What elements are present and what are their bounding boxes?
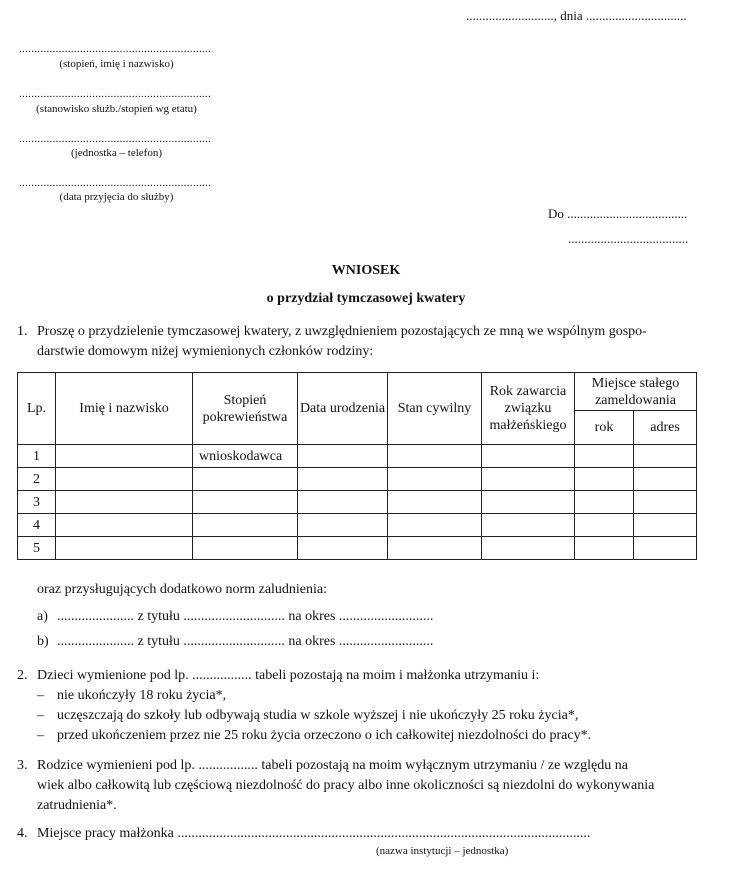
row-lp: 2 xyxy=(18,468,56,491)
norm-b-line[interactable]: ...................... z tytułu ............................. na okres ........................... xyxy=(57,634,434,649)
section1-line1: Proszę o przydzielenie tymczasowej kwatery, z uwzględnieniem pozostających ze mną we wspólnym gospo- xyxy=(37,324,647,339)
cell-birth[interactable] xyxy=(298,445,388,468)
table-row xyxy=(18,491,697,514)
section3-number: 3. xyxy=(17,758,28,773)
header-name: Imię i nazwisko xyxy=(56,373,193,445)
cell-year[interactable] xyxy=(575,514,634,537)
cell-civil[interactable] xyxy=(388,537,482,560)
spouse-workplace-line[interactable]: Miejsce pracy małżonka ...................................................................................................................... xyxy=(37,826,591,841)
applicant-name-dots[interactable]: ............................................................... xyxy=(19,43,212,55)
applicant-unit-label: (jednostka – telefon) xyxy=(70,147,163,159)
header-year: rok xyxy=(575,411,634,445)
header-marriage-year: Rok zawarcia związku małżeńskiego xyxy=(482,373,575,445)
section2-bullet-1: nie ukończyły 18 roku życia*, xyxy=(57,688,227,703)
cell-year[interactable] xyxy=(575,445,634,468)
applicant-position-dots[interactable]: ............................................................... xyxy=(19,88,212,100)
cell-address[interactable] xyxy=(634,537,697,560)
norm-a-letter: a) xyxy=(37,609,48,624)
header-civil-status: Stan cywilny xyxy=(388,373,482,445)
table-row xyxy=(18,514,697,537)
header-relation: Stopień pokrewieństwa xyxy=(193,373,298,445)
table-row xyxy=(18,445,697,468)
addressee-line-2[interactable]: ..................................... xyxy=(568,231,689,246)
bullet-dash: – xyxy=(37,728,44,743)
cell-year[interactable] xyxy=(575,537,634,560)
applicant-unit-dots[interactable]: ............................................................... xyxy=(19,133,212,145)
cell-address[interactable] xyxy=(634,514,697,537)
cell-name[interactable] xyxy=(56,514,193,537)
cell-birth[interactable] xyxy=(298,468,388,491)
bullet-dash: – xyxy=(37,688,44,703)
cell-relation[interactable] xyxy=(193,514,298,537)
cell-marriage[interactable] xyxy=(482,445,575,468)
cell-name[interactable] xyxy=(56,537,193,560)
cell-birth[interactable] xyxy=(298,514,388,537)
table-row xyxy=(18,468,697,491)
cell-name[interactable] xyxy=(56,445,193,468)
cell-birth[interactable] xyxy=(298,491,388,514)
section1-number: 1. xyxy=(17,324,28,339)
cell-marriage[interactable] xyxy=(482,468,575,491)
cell-address[interactable] xyxy=(634,445,697,468)
section2-text: Dzieci wymienione pod lp. ................. tabeli pozostają na moim i małżonka utrzymaniu i: xyxy=(37,668,540,683)
applicant-position-label: (stanowisko służb./stopień wg etatu) xyxy=(36,103,197,115)
cell-address[interactable] xyxy=(634,468,697,491)
section4-number: 4. xyxy=(17,826,28,841)
header-residence: Miejsce stałego zameldowania xyxy=(575,373,697,411)
cell-name[interactable] xyxy=(56,468,193,491)
cell-relation[interactable]: wnioskodawca xyxy=(193,445,298,468)
cell-relation[interactable] xyxy=(193,537,298,560)
row-lp: 5 xyxy=(18,537,56,560)
cell-relation[interactable] xyxy=(193,491,298,514)
applicant-service-date-label: (data przyjęcia do służby) xyxy=(59,191,174,203)
section2-bullet-3: przed ukończeniem przez nie 25 roku życia orzeczono o ich całkowitej niezdolności do pracy*. xyxy=(57,728,592,743)
header-birth-date: Data urodzenia xyxy=(298,373,388,445)
spouse-workplace-caption: (nazwa instytucji – jednostka) xyxy=(376,845,509,857)
date-line[interactable]: ..........................., dnia ............................... xyxy=(466,8,687,23)
cell-year[interactable] xyxy=(575,468,634,491)
cell-marriage[interactable] xyxy=(482,537,575,560)
applicant-name-label: (stopień, imię i nazwisko) xyxy=(59,58,174,70)
family-members-table xyxy=(17,372,697,560)
cell-year[interactable] xyxy=(575,491,634,514)
section1-line2: darstwie domowym niżej wymienionych członków rodziny: xyxy=(37,344,374,359)
norm-b-letter: b) xyxy=(37,634,49,649)
section2-bullet-2: uczęszczają do szkoły lub odbywają studia w szkole wyższej i nie ukończyły 25 roku życia*, xyxy=(57,708,579,723)
table-row xyxy=(18,537,697,560)
cell-address[interactable] xyxy=(634,491,697,514)
row-lp: 1 xyxy=(18,445,56,468)
header-lp: Lp. xyxy=(18,373,56,445)
section2-number: 2. xyxy=(17,668,28,683)
row-lp: 3 xyxy=(18,491,56,514)
cell-birth[interactable] xyxy=(298,537,388,560)
section3-line3: zatrudnienia*. xyxy=(37,798,117,813)
cell-civil[interactable] xyxy=(388,514,482,537)
applicant-service-date-dots[interactable]: ............................................................... xyxy=(19,177,212,189)
cell-marriage[interactable] xyxy=(482,514,575,537)
cell-marriage[interactable] xyxy=(482,491,575,514)
bullet-dash: – xyxy=(37,708,44,723)
row-lp: 4 xyxy=(18,514,56,537)
section3-line1: Rodzice wymienieni pod lp. ................. tabeli pozostają na moim wyłącznym utrzymaniu / ze względu na xyxy=(37,758,628,773)
cell-civil[interactable] xyxy=(388,468,482,491)
cell-civil[interactable] xyxy=(388,491,482,514)
norms-intro: oraz przysługujących dodatkowo norm zaludnienia: xyxy=(37,582,328,597)
cell-name[interactable] xyxy=(56,491,193,514)
header-address: adres xyxy=(634,411,697,445)
form-subtitle: o przydział tymczasowej kwatery xyxy=(266,291,466,306)
cell-civil[interactable] xyxy=(388,445,482,468)
norm-a-line[interactable]: ...................... z tytułu ............................. na okres ........................... xyxy=(57,609,434,624)
form-title: WNIOSEK xyxy=(331,263,401,278)
section3-line2: wiek albo całkowitą lub częściową niezdolność do pracy albo inne okoliczności są niezdolni do wykonywania xyxy=(37,778,655,793)
addressee-line-1[interactable]: Do ..................................... xyxy=(548,206,688,221)
cell-relation[interactable] xyxy=(193,468,298,491)
